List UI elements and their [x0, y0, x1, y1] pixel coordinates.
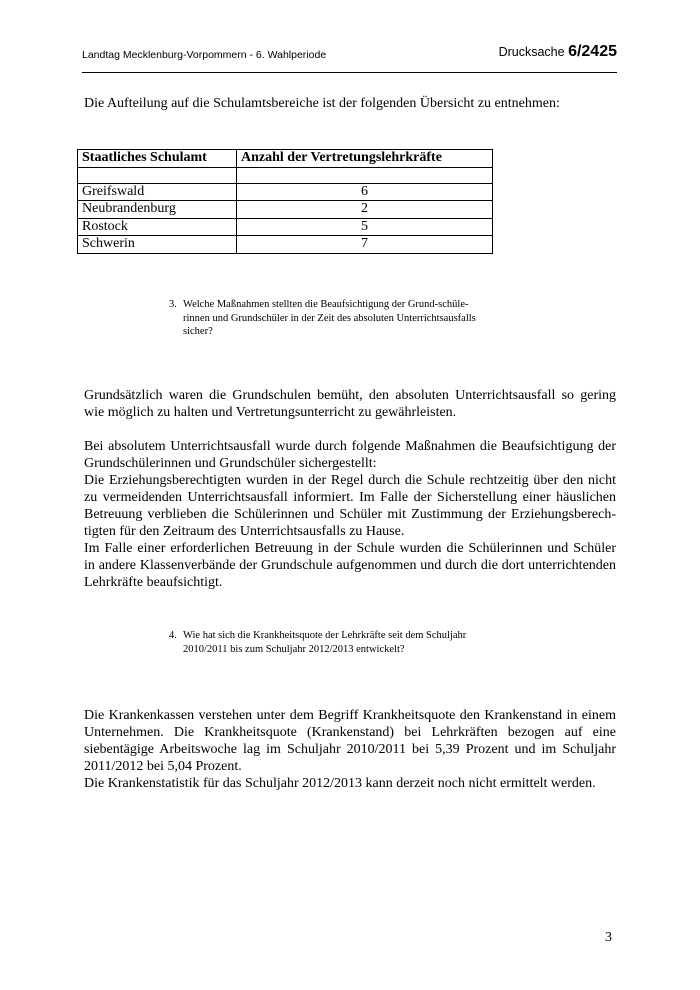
- table-cell-amt: Rostock: [78, 218, 237, 236]
- table-row: [78, 201, 493, 219]
- question-4-text: [183, 629, 466, 656]
- answer-line: Bei absolutem Unterrichtsausfall wurde durch folgende Maßnahmen die Beaufsichtigung der: [84, 439, 616, 454]
- table-cell-amt: Neubrandenburg: [78, 201, 237, 219]
- question-4: [169, 629, 539, 657]
- page-number: 3: [605, 930, 612, 945]
- answer-line: Lehrkräfte beaufsichtigt.: [84, 575, 223, 590]
- header-doc-number: 6/2425: [568, 43, 617, 60]
- table-row: [78, 218, 493, 236]
- answer-line: in andere Klassenverbände der Grundschule aufgenommen und durch die dort unterrichtenden: [84, 558, 616, 573]
- question-4-number: 4.: [169, 630, 177, 641]
- answer-3-paragraph-2: [84, 438, 616, 591]
- question-3-line: sicher?: [183, 326, 213, 337]
- header-doc-label: Drucksache: [498, 45, 569, 59]
- table-cell-anzahl: 7: [237, 236, 493, 254]
- answer-line: zu vermeidenden Unterrichtsausfall informiert. Im Falle der Sicherstellung einer häuslichen: [84, 490, 616, 505]
- table-row: [78, 183, 493, 201]
- table-header-anzahl: Anzahl der Vertretungslehrkräfte: [237, 150, 493, 168]
- question-3-line: rinnen und Grundschüler in der Zeit des absoluten Unterrichtsausfalls: [183, 312, 476, 324]
- answer-line: 2011/2012 bei 5,04 Prozent.: [84, 759, 242, 774]
- table-cell-anzahl: 6: [237, 183, 493, 201]
- answer-line: tigten für den Zeitraum des Unterrichtsausfalls zu Hause.: [84, 524, 405, 539]
- header-parliament: Landtag Mecklenburg-Vorpommern - 6. Wahlperiode: [82, 49, 327, 61]
- header-document-number: [499, 43, 617, 61]
- table-spacer-row: [78, 167, 493, 183]
- question-3-line: Welche Maßnahmen stellten die Beaufsichtigung der Grund-schüle-: [183, 299, 469, 310]
- answer-line: wie möglich zu halten und Vertretungsunterricht zu gewährleisten.: [84, 405, 457, 420]
- table-row: [78, 236, 493, 254]
- question-3-text: [183, 298, 476, 339]
- answer-line: Die Erziehungsberechtigten wurden in der Regel durch die Schule rechtzeitig über den nicht: [84, 473, 616, 488]
- schulamt-table: [77, 149, 493, 254]
- table-header-amt: Staatliches Schulamt: [78, 150, 237, 168]
- answer-line: Betreuung verblieben die Schülerinnen und Schüler mit Zustimmung der Erziehungsberech-: [84, 507, 616, 522]
- table-cell-amt: Greifswald: [78, 183, 237, 201]
- question-3: [169, 298, 539, 340]
- answer-line: Die Krankenstatistik für das Schuljahr 2012/2013 kann derzeit noch nicht ermittelt werden.: [84, 776, 596, 791]
- table-header-row: [78, 150, 493, 168]
- table-cell-anzahl: 2: [237, 201, 493, 219]
- question-4-line: Wie hat sich die Krankheitsquote der Lehrkräfte seit dem Schuljahr: [183, 630, 467, 641]
- table-cell-amt: Schwerin: [78, 236, 237, 254]
- answer-4-paragraph: [84, 707, 616, 792]
- page-header: [82, 40, 617, 73]
- answer-3-paragraph-1: [84, 387, 616, 421]
- intro-text: Die Aufteilung auf die Schulamtsbereiche ist der folgenden Übersicht zu entnehmen:: [84, 96, 560, 111]
- answer-line: Im Falle einer erforderlichen Betreuung in der Schule wurden die Schülerinnen und Schüler: [84, 541, 616, 556]
- answer-line: Grundschülerinnen und Grundschüler sichergestellt:: [84, 456, 377, 471]
- question-3-number: 3.: [169, 299, 177, 310]
- answer-line: siebentägige Arbeitswoche lag im Schuljahr 2010/2011 bei 5,39 Prozent und im Schuljahr: [84, 742, 616, 757]
- question-4-line: 2010/2011 bis zum Schuljahr 2012/2013 entwickelt?: [183, 643, 405, 655]
- answer-line: Grundsätzlich waren die Grundschulen bemüht, den absoluten Unterrichtsausfall so gering: [84, 388, 616, 403]
- answer-line: Unternehmen. Die Krankheitsquote (Krankenstand) bei Lehrkräften bezogen auf eine: [84, 725, 616, 740]
- table-cell-anzahl: 5: [237, 218, 493, 236]
- answer-line: Die Krankenkassen verstehen unter dem Begriff Krankheitsquote den Krankenstand in einem: [84, 708, 616, 723]
